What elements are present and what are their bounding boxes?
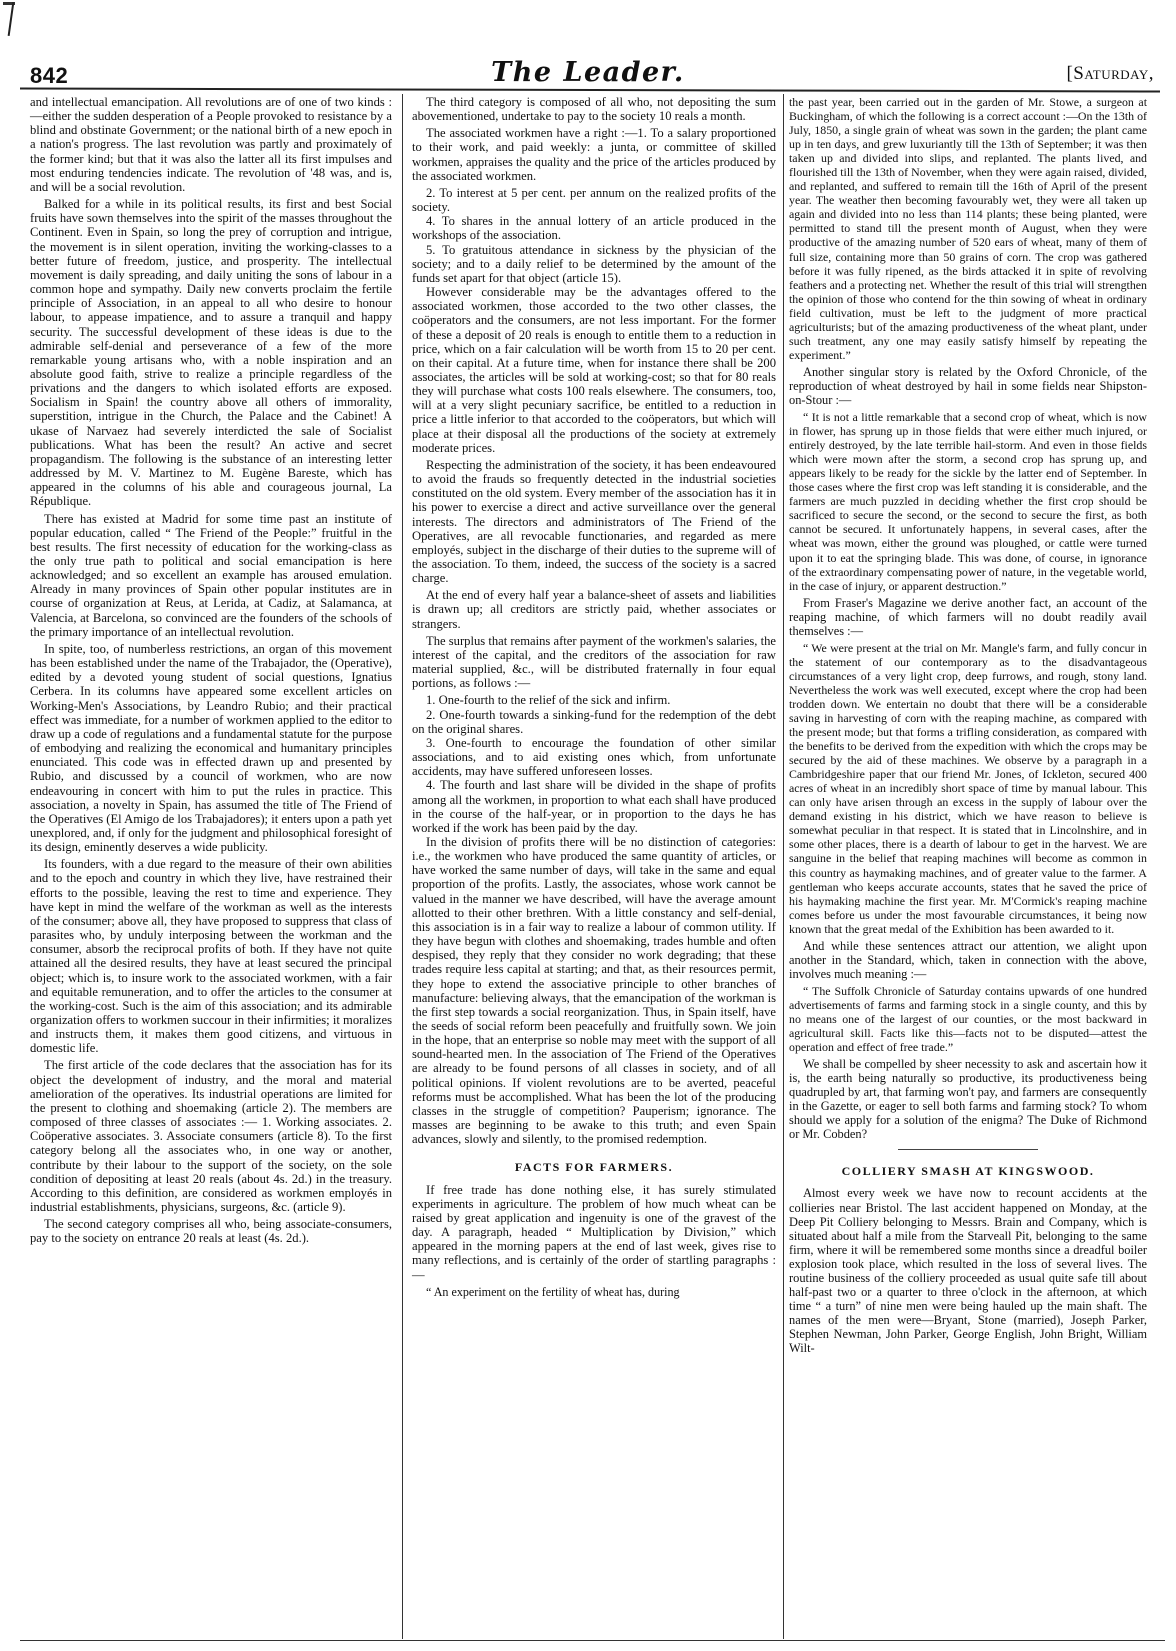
article-paragraph: There has existed at Madrid for some time past an institute of popular education, called “ The Friend of the People:” fruitful in the best results. The first necessity of education for the working-class as the only true path to political and social emancipation is here acknowledged; and so excellent an example has aroused emulation. Already in many provinces of Spain other popular institutes are in course of organization at Reus, at Lerida, at Cadiz, at Salamanca, at Valencia, at Barcelona, so convinced are the founders of the schools of the primary importance of an intellectual revolution. <box>30 511 392 639</box>
article-paragraph: Almost every week we have now to recount accidents at the collieries near Bristol. The last accident happened on Monday, at the Deep Pit Colliery belonging to Messrs. Brain and Company, which is situated about half a mile from the Starveall Pit, belonging to the same firm, where it will be remembered some months since a dreadful boiler explosion took place, which resulted in the loss of several lives. The routine business of the colliery proceeded as usual quite safe till about half-past two or a quarter to three o'clock in the afternoon, at which time “ a turn” of nine men were being hauled up the main shaft. The names of the men were—Bryant, Stone (married), Joseph Parker, Stephen Newman, John Parker, George English, John Bright, William Wilt- <box>789 1186 1147 1355</box>
quotation-paragraph: “ An experiment on the fertility of wheat has, during <box>426 1284 680 1299</box>
article-paragraph: In spite, too, of numberless restrictions, an organ of this movement has been established under the name of the Trabajador, the (Operative), edited by a devoted young student of social questions, Ignatius Cerbera. In its columns have appeared some excellent articles on Working-Men's Associations, by Leandro Rubio; and their practical effect was immediate, for a number of workmen applied to the editor to draw up a code of regulations and a fundamental statute for the purpose of embodying and realizing the economical and humanitary principles enunciated. This code was in effected drawn up and presented by Rubio, and discussed by a council of workmen, who are now endeavouring in concert with him to put the rules in practice. This association, a novelty in Spain, has assumed the title of The Friend of the Operatives (El Amigo de los Trabajadores); it enters upon a path yet unexplored, and, if only for the judgment and philosophical foresight of its design, eminently deserves a wide publicity. <box>30 641 392 855</box>
numbered-item: 5. To gratuitous attendance in sickness by the physician of the society; and to a daily relief to be determined by the amount of the funds set apart for that object (article 15). <box>412 242 776 285</box>
column-divider <box>783 94 784 1639</box>
article-paragraph: However considerable may be the advantages offered to the associated workmen, those accorded to the two other classes, the coöperators and the consumers, are not less important. For the former of these a deposit of 20 reals is enough to entitle them to a reduction in price, which on a fair calculation will be worth from 15 to 20 per cent. on their capital. At a future time, when for instance there shall be 200 associates, the articles will be sold at working-cost; so that for 80 reals they will purchase what costs 100 reals elsewhere. The consumers, too, will at a very slight pecuniary sacrifice, be entitled to a reduction in price a little inferior to that accorded to the coöperators, but which will place at their disposal all the productions of the society at extremely moderate prices. <box>412 285 776 455</box>
section-divider <box>898 1149 1038 1150</box>
article-paragraph: And while these sentences attract our attention, we alight upon another in the Standard, which, taken in connection with the above, involves much meaning :— <box>789 938 1147 981</box>
numbered-item: 4. The fourth and last share will be divided in the shape of profits among all the workmen, in proportion to what each shall have produced in the course of the half-year, or in proportion to the days he has worked if the work has been paid by the day. <box>412 778 776 835</box>
article-paragraph: From Fraser's Magazine we derive another fact, an account of the reaping machine, of which farmers will no doubt readily avail themselves :— <box>789 595 1147 638</box>
corner-ink-mark <box>0 0 22 40</box>
column-3 <box>789 95 1147 1358</box>
article-paragraph: The third category is composed of all who, not depositing the sum abovementioned, undertake to pay to the society 10 reals a month. <box>412 95 776 124</box>
column-divider <box>402 94 403 1639</box>
section-heading: COLLIERY SMASH AT KINGSWOOD. <box>841 1164 1095 1179</box>
column-2 <box>412 95 776 1302</box>
continued-paragraph: and intellectual emancipation. All revolutions are of one of two kinds :—either the sudden desperation of a People provoked to resistance by a blind and obstinate Government; or the national birth of a new epoch in a nation's progress. The last revolution was partly and proximately of the former kind; but that it was also the latter all its first impulses and most enduring tendencies indicate. The revolution of '48 was, and is, and will be a social revolution. <box>30 95 392 194</box>
numbered-item: 1. One-fourth to the relief of the sick and infirm. <box>426 693 671 708</box>
article-paragraph: Balked for a while in its political results, its first and best Social fruits have sown themselves into the spirit of the masses throughout the Continent. Even in Spain, so long the prey of corruption and intrigue, the movement is in silent operation, inviting the working-classes to a better future of freedom, justice, and prosperity. The intellectual movement is daily spreading, and daily uniting the sons of labour in a common hope and sympathy. Daily new converts proclaim the fertile principle of Association, in an appeal to all who desire to honour labour, to appease impatience, and to assure a tranquil and happy security. The successful development of these ideas is due to the admirable self-denial and perseverance of a few of the more remarkable young artisans who, with a noble inspiration and an absolute good faith, strive to realize a principle regardless of the privations and the dangers to which isolated efforts are exposed. Socialism in Spain! the country above all others of immorality, superstition, intrigue in the Church, the Palace and the Cabinet! A ukase of Narvaez had severely interdicted the sale of Socialist publications. What has been the result? An active and secret propagandism. The following is the substance of an interesting letter addressed by M. V. Martinez to M. Eugène Bareste, which has appeared in the columns of his able and courageous journal, La République. <box>30 197 392 509</box>
article-paragraph: If free trade has done nothing else, it has surely stimulated experiments in agriculture. The problem of how much wheat can be raised by great application and ingenuity is one of the gravest of the day. A paragraph, headed “ Multiplication by Division,” which appeared in the morning papers at the end of last week, gives rise to many reflections, and is certainly of the order of startling paragraphs :— <box>412 1182 776 1282</box>
newspaper-title: The Leader. <box>491 57 685 88</box>
article-paragraph: In the division of profits there will be no distinction of categories: i.e., the workmen who have produced the same quantity of articles, or have worked the same number of days, will take in the same and equal proportion of the profits. Lastly, the associates, whose work cannot be valued in the manner we have described, will have the average amount allotted to their other brethren. With a little constancy and self-denial, this association is in a fair way to realize a labour of common utility. If they have begun with clothes and shoemaking, trades humble and often despised, they reply that they consider no work degrading; that these trades require less capital at starting; and that, as their resources permit, they hope to extend the associative principle to other branches of manufacture: believing always, that the emancipation of the workman is the first step towards a social reorganization. Thus, in Spain itself, have the seeds of social reform been peacefully and fruitfully sown. We join in the hope, that an enterprise so noble may meet with the support of all sound-hearted men. In the association of The Friend of the Operatives are already to be found persons of all classes in society, and of all political opinions. If violent revolutions are to be averted, peaceful reforms must be accomplished. What has been the lot of the producing classes in the struggle of competition? Pauperism; ignorance. The masses are beginning to be awake to this truth; and even Spain advances, slowly and silently, to the promised redemption. <box>412 834 776 1147</box>
ink-mark-stroke <box>8 2 15 36</box>
article-paragraph: Respecting the administration of the society, it has been endeavoured to avoid the frauds so frequently detected in the industrial societies constituted on the old system. Every member of the association has it in his power to exercise a direct and active surveillance over the general interests. The directors and administrators of The Friend of the Operatives, are all revocable functionaries, and regarded as mere employés, subject in the discharge of their duties to the supreme will of the association. To them, indeed, the success of the society is a sacred charge. <box>412 457 776 586</box>
masthead <box>0 55 1176 91</box>
footer-rule <box>20 1640 1165 1641</box>
article-paragraph: At the end of every half year a balance-sheet of assets and liabilities is drawn up; all creditors are strictly paid, whether associates or strangers. <box>412 588 776 631</box>
quotation-paragraph: “ It is not a little remarkable that a second crop of wheat, which is now in flower, has sprung up in those fields that were either much injured, or entirely destroyed, by the late terrible hail-storm. And even in those fields which were mown after the storm, a second crop has sprung up, and appears likely to be ready for the sickle by the latter end of September. In those cases where the first crop was left standing it is considerable, and the farmers are much puzzled in deciding whether the first crop should be sacrificed to secure the second, or the second to secure the first, as both cannot be secured. It unfortunately happens, in several cases, after the wheat was mown, either the ground was ploughed, or cattle were turned upon it to eat the springing blade. This was done, of course, in ignorance of the extraordinary compensating power of nature, in the vegetable world, in the case of injury, or apparent destruction.” <box>789 410 1147 593</box>
article-paragraph: Its founders, with a due regard to the measure of their own abilities and to the epoch and country in which they live, have restrained their efforts to the possible, leaving the rest to time and experience. They have kept in mind the welfare of the workman as well as the interests of the consumer; above all, they have proposed to suppress that class of parasites who, by unduly interposing between the workman and the consumer, absorb the reciprocal profits of both. If they have not quite attained all the desired results, they have at least secured the principal object; which is, to insure work to the associated workmen, with a fair and equitable remuneration, and to offer the articles to the consumer at the working-cost. Such is the aim of this association; and its admirable organization offers to workmen succour in their infirmities; it moralizes and instructs them, it makes them good citizens, and virtuous in domestic life. <box>30 857 392 1056</box>
article-paragraph: We shall be compelled by sheer necessity to ask and ascertain how it is, the earth being naturally so productive, its productiveness being quadrupled by art, that farming won't pay, and farmers are consequently in the Gazette, or eager to sell both farms and farming stock? To whom should we apply for a solution of the enigma? The Duke of Richmond or Mr. Cobden? <box>789 1057 1147 1142</box>
quotation-paragraph: “ We were present at the trial on Mr. Mangle's farm, and fully concur in the statement of our contemporary as to the disadvantageous circumstances of a very light crop, deep furrows, and rough, stony land. Nevertheless the work was well executed, except where the crop had been trodden down. We entertain no doubt that there will be a considerable saving in harvesting of corn with the reaping machine, as compared with the present mode; but that forms a trifling consideration, as compared with the benefits to be derived from the expedition with which the crops may be secured by the aid of these machines. We observe by a paragraph in a Cambridgeshire paper that our friend Mr. Jones, of Ickleton, secured 400 acres of wheat in an incredibly short space of time by manual labour. This can only have arisen through an excess in the supply of labour over the demand existing in his district, which we have reason to believe is somewhat peculiar in that respect. It is stated that in Lincolnshire, and in some other places, there is a dearth of labour to get in the harvest. We are sanguine in the belief that reaping machines will become as common in this country as haymaking machines, and of greater value to the farmer. A gentleman who keeps accurate accounts, states that he saved the price of his haymaking machine the first year. Mr. M'Cormick's reaping machine comes before us under the most favourable circumstances, it being now known that the great medal of the Exhibition has been awarded to it. <box>789 640 1147 936</box>
numbered-item: 2. One-fourth towards a sinking-fund for the redemption of the debt on the original shares. <box>412 707 776 736</box>
issue-day: [Saturday, <box>1066 63 1154 84</box>
continued-quotation: the past year, been carried out in the garden of Mr. Stowe, a surgeon at Buckingham, of which the following is a correct account :—On the 13th of July, 1850, a single grain of wheat was sown in the garden; the plant came up in ten days, and grew luxuriantly till the 13th of September; it was then taken up and divided into slips, and replanted. The plants lived, and flourished till the 13th of November, when they were again raised, divided, and replanted, and suffered to remain till the 16th of April of the present year. The weather then becoming favourably wet, they were all taken up again and divided into no less than 114 plants; these being planted, were permitted to stand till the present month of August, when they were productive of the amazing number of 520 ears of wheat, many of them of full size, containing more than 50 grains of corn. The crop was gathered before it was fully ripened, as the birds attacked it in spite of revolving feathers and a protecting net. Whether the result of this trial will strengthen the opinion of those who contend for the thin sowing of wheat in ordinary field cultivation, must be left to the judgment of more practical agriculturists; but of the amazing productiveness of the wheat plant, under such treatment, any one may easily satisfy himself by repeating the experiment.” <box>789 95 1147 362</box>
article-paragraph: The associated workmen have a right :—1. To a salary proportioned to their work, and paid weekly: a junta, or committee of skilled workmen, appraises the quality and the price of the articles produced by the associated workmen. <box>412 126 776 183</box>
numbered-item: 4. To shares in the annual lottery of an article produced in the workshops of the association. <box>412 214 776 243</box>
page-number: 842 <box>30 63 69 88</box>
article-paragraph: The second category comprises all who, being associate-consumers, pay to the society on entrance 20 reals at least (4s. 2d.). <box>30 1217 392 1246</box>
numbered-item: 3. One-fourth to encourage the foundation of other similar associations, and to aid existing ones which, from unfortunate accidents, may have suffered unforeseen losses. <box>412 735 776 779</box>
section-heading: FACTS FOR FARMERS. <box>514 1160 674 1175</box>
column-1 <box>30 95 392 1249</box>
article-paragraph: The first article of the code declares that the association has for its object the development of industry, and the moral and material amelioration of the operatives. Its industrial operations are limited for the present to clothing and shoemaking (article 2). The members are composed of three classes of associates :— 1. Working associates. 2. Coöperative associates. 3. Associate consumers (article 8). To the first category belong all the associates who, in one way or another, contribute by their labour to the support of the society, on the sole condition of depositing at least 20 reals (about 4s. 2d.) in the treasury. According to this definition, are considered as workmen employés in industrial establishments, physicians, surgeons, &c. (article 9). <box>30 1058 392 1215</box>
quotation-paragraph: “ The Suffolk Chronicle of Saturday contains upwards of one hundred advertisements of farms and farming stock in a single county, and this by no means one of the largest of our counties, or the most backward in agricultural skill. Facts like this—facts not to be disputed—attest the operation and effect of free trade.” <box>789 983 1147 1055</box>
article-paragraph: The surplus that remains after payment of the workmen's salaries, the interest of the capital, and the creditors of the association for raw material supplied, &c., will be distributed fraternally in four equal portions, as follows :— <box>412 633 776 691</box>
numbered-item: 2. To interest at 5 per cent. per annum on the realized profits of the society. <box>412 185 776 215</box>
article-paragraph: Another singular story is related by the Oxford Chronicle, of the reproduction of wheat destroyed by hail in some fields near Shipston-on-Stour :— <box>789 364 1147 407</box>
